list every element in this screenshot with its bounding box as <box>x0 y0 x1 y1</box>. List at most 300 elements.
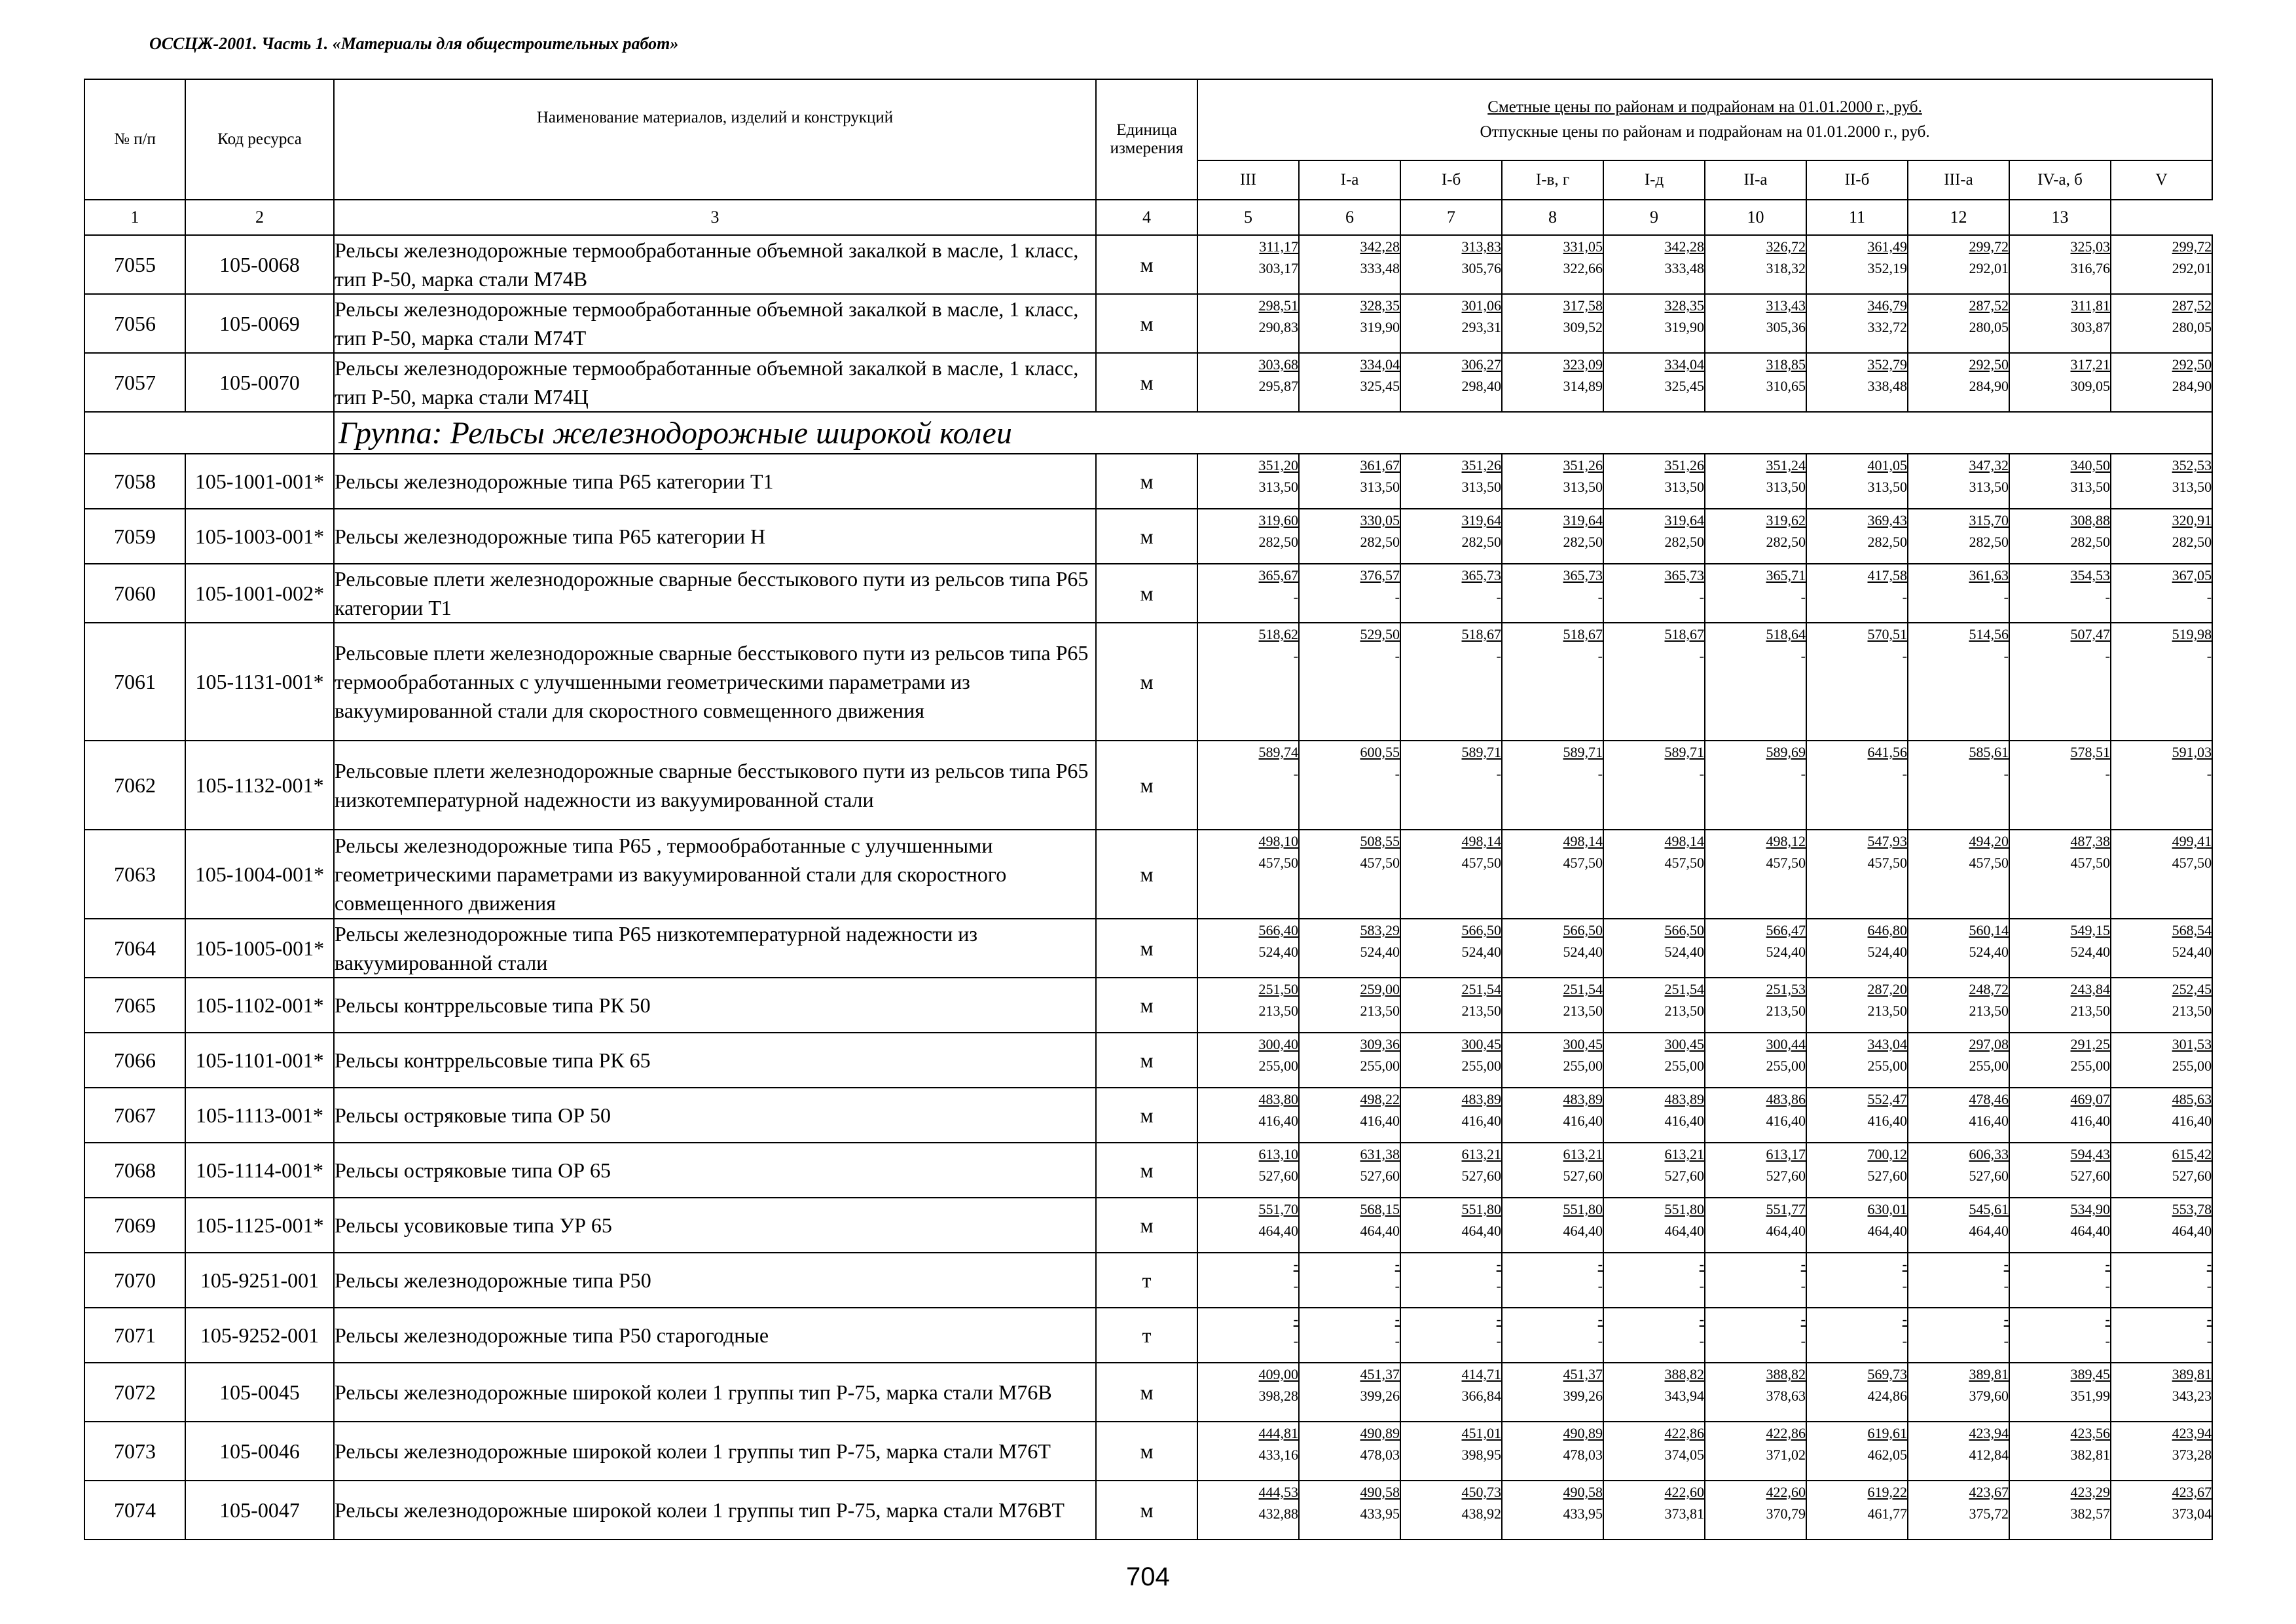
release-price: 310,65 <box>1766 378 1806 394</box>
price-cell <box>1603 623 1705 741</box>
release-price: 524,40 <box>1563 944 1603 960</box>
release-price: 457,50 <box>1563 855 1603 871</box>
estimate-price: 354,53 <box>2070 567 2110 583</box>
estimate-price: 301,53 <box>2172 1036 2212 1052</box>
price-cell <box>1705 1033 1806 1088</box>
resource-code: 105-0045 <box>185 1363 334 1422</box>
region-header: IV-а, б <box>2009 160 2111 200</box>
estimate-price: 299,72 <box>1969 238 2009 255</box>
release-price: 464,40 <box>1867 1223 1907 1239</box>
estimate-price: 519,98 <box>2172 626 2212 642</box>
release-price: - <box>2105 1278 2110 1294</box>
estimate-price: 417,58 <box>1867 567 1907 583</box>
estimate-price: 487,38 <box>2070 833 2110 849</box>
estimate-price: 292,50 <box>2172 356 2212 373</box>
release-price: 457,50 <box>1461 855 1501 871</box>
price-cell <box>1908 1253 2009 1308</box>
material-name: Рельсы усовиковые типа УР 65 <box>334 1198 1096 1253</box>
release-price: 316,76 <box>2070 260 2110 276</box>
estimate-price: - <box>2003 1311 2009 1327</box>
release-price: 371,02 <box>1766 1447 1806 1463</box>
price-cell <box>2009 509 2111 564</box>
price-cell <box>1908 1198 2009 1253</box>
estimate-price: 251,54 <box>1461 981 1501 997</box>
release-price: 527,60 <box>2070 1168 2110 1184</box>
release-price: - <box>2206 648 2212 664</box>
release-price: 457,50 <box>1664 855 1704 871</box>
release-price: 298,40 <box>1461 378 1501 394</box>
release-price: - <box>2003 1333 2009 1349</box>
release-price: 213,50 <box>1563 1003 1603 1019</box>
release-price: 282,50 <box>2070 534 2110 550</box>
price-cell <box>1705 509 1806 564</box>
release-price: 213,50 <box>1461 1003 1501 1019</box>
column-number: 3 <box>334 200 1096 235</box>
release-price: - <box>1699 1333 1704 1349</box>
release-price: 325,45 <box>1664 378 1704 394</box>
estimate-price: 619,61 <box>1867 1425 1907 1441</box>
row-number: 7064 <box>84 919 185 978</box>
price-cell <box>2111 564 2212 623</box>
price-cell <box>1400 1143 1502 1198</box>
row-number: 7066 <box>84 1033 185 1088</box>
price-cell <box>1400 353 1502 412</box>
estimate-price: 569,73 <box>1867 1366 1907 1382</box>
price-cell <box>2111 1363 2212 1422</box>
estimate-price: 423,67 <box>2172 1484 2212 1500</box>
release-price: - <box>1293 648 1298 664</box>
estimate-price: 483,89 <box>1461 1091 1501 1107</box>
resource-code: 105-1001-002* <box>185 564 334 623</box>
release-price: - <box>1496 1333 1501 1349</box>
price-cell <box>1705 454 1806 509</box>
release-price: - <box>1394 766 1400 782</box>
release-price: 255,00 <box>1360 1058 1400 1074</box>
release-price: - <box>2105 589 2110 605</box>
release-price: 464,40 <box>1766 1223 1806 1239</box>
price-cell <box>1400 1198 1502 1253</box>
column-number: 5 <box>1197 200 1299 235</box>
release-price: 424,86 <box>1867 1388 1907 1404</box>
price-cell <box>1806 830 1908 919</box>
price-cell <box>1197 1198 1299 1253</box>
release-price: 351,99 <box>2070 1388 2110 1404</box>
table-row <box>84 1422 2212 1481</box>
release-price: 524,40 <box>1969 944 2009 960</box>
price-cell <box>2111 1198 2212 1253</box>
resource-code: 105-1114-001* <box>185 1143 334 1198</box>
estimate-price: - <box>1800 1256 1806 1272</box>
release-price: 527,60 <box>2172 1168 2212 1184</box>
header-price-release: Отпускные цены по районам и подрайонам на 01.01.2000 г., руб. <box>1480 123 1930 141</box>
price-cell <box>1705 623 1806 741</box>
price-cell <box>1197 1363 1299 1422</box>
estimate-price: 303,68 <box>1258 356 1298 373</box>
region-header: I-б <box>1400 160 1502 200</box>
price-cell <box>1197 1253 1299 1308</box>
release-price: 374,05 <box>1664 1447 1704 1463</box>
release-price: 464,40 <box>1360 1223 1400 1239</box>
estimate-price: 365,73 <box>1563 567 1603 583</box>
price-cell <box>1502 623 1603 741</box>
price-cell <box>2009 1033 2111 1088</box>
estimate-price: 631,38 <box>1360 1146 1400 1162</box>
price-cell <box>1299 509 1400 564</box>
estimate-price: 498,22 <box>1360 1091 1400 1107</box>
estimate-price: 365,73 <box>1461 567 1501 583</box>
estimate-price: 613,17 <box>1766 1146 1806 1162</box>
price-cell <box>1908 1422 2009 1481</box>
price-cell <box>1603 235 1705 294</box>
estimate-price: 646,80 <box>1867 922 1907 938</box>
group-row <box>84 412 2212 454</box>
estimate-price: 367,05 <box>2172 567 2212 583</box>
price-cell <box>1806 454 1908 509</box>
estimate-price: 451,37 <box>1360 1366 1400 1382</box>
estimate-price: 409,00 <box>1258 1366 1298 1382</box>
release-price: - <box>1597 1278 1603 1294</box>
estimate-price: 347,32 <box>1969 457 2009 473</box>
release-price: 399,26 <box>1563 1388 1603 1404</box>
release-price: 319,90 <box>1664 319 1704 335</box>
release-price: 379,60 <box>1969 1388 2009 1404</box>
estimate-price: 243,84 <box>2070 981 2110 997</box>
price-cell <box>1908 454 2009 509</box>
region-header: I-д <box>1603 160 1705 200</box>
estimate-price: 570,51 <box>1867 626 1907 642</box>
unit-of-measure: м <box>1096 235 1197 294</box>
release-price: 282,50 <box>1664 534 1704 550</box>
table-row <box>84 1363 2212 1422</box>
price-cell <box>1908 1481 2009 1540</box>
estimate-price: 529,50 <box>1360 626 1400 642</box>
unit-of-measure: т <box>1096 1308 1197 1363</box>
estimate-price: 313,83 <box>1461 238 1501 255</box>
price-cell <box>1908 509 2009 564</box>
release-price: 213,50 <box>1664 1003 1704 1019</box>
material-name: Рельсы железнодорожные широкой колеи 1 группы тип Р-75, марка стали М76В <box>334 1363 1096 1422</box>
estimate-price: 251,50 <box>1258 981 1298 997</box>
estimate-price: 320,91 <box>2172 512 2212 528</box>
release-price: - <box>1597 589 1603 605</box>
price-cell <box>2111 1481 2212 1540</box>
estimate-price: - <box>1293 1256 1298 1272</box>
price-cell <box>2111 830 2212 919</box>
price-cell <box>1197 623 1299 741</box>
price-cell <box>2009 1253 2111 1308</box>
unit-of-measure: м <box>1096 564 1197 623</box>
release-price: 305,76 <box>1461 260 1501 276</box>
release-price: 319,90 <box>1360 319 1400 335</box>
table-row <box>84 294 2212 353</box>
release-price: 478,03 <box>1360 1447 1400 1463</box>
estimate-price: 518,67 <box>1563 626 1603 642</box>
release-price: 432,88 <box>1258 1505 1298 1522</box>
column-number: 9 <box>1603 200 1705 235</box>
release-price: 527,60 <box>1461 1168 1501 1184</box>
release-price: - <box>1496 766 1501 782</box>
estimate-price: 389,81 <box>2172 1366 2212 1382</box>
price-cell <box>1806 353 1908 412</box>
row-number: 7062 <box>84 741 185 830</box>
estimate-price: 451,37 <box>1563 1366 1603 1382</box>
release-price: 280,05 <box>2172 319 2212 335</box>
release-price: 464,40 <box>1258 1223 1298 1239</box>
estimate-price: 498,14 <box>1461 833 1501 849</box>
table-row <box>84 1033 2212 1088</box>
price-cell <box>1806 741 1908 830</box>
estimate-price: - <box>1902 1311 1907 1327</box>
price-cell <box>1908 919 2009 978</box>
unit-of-measure: м <box>1096 1198 1197 1253</box>
release-price: 527,60 <box>1258 1168 1298 1184</box>
price-cell <box>1299 454 1400 509</box>
region-header: II-а <box>1705 160 1806 200</box>
resource-code: 105-1001-001* <box>185 454 334 509</box>
column-number: 2 <box>185 200 334 235</box>
price-cell <box>1705 978 1806 1033</box>
release-price: 213,50 <box>1766 1003 1806 1019</box>
release-price: 524,40 <box>1461 944 1501 960</box>
row-number: 7055 <box>84 235 185 294</box>
release-price: 290,83 <box>1258 319 1298 335</box>
row-number: 7060 <box>84 564 185 623</box>
price-cell <box>1908 741 2009 830</box>
unit-of-measure: м <box>1096 353 1197 412</box>
estimate-price: 388,82 <box>1766 1366 1806 1382</box>
material-name: Рельсовые плети железнодорожные сварные бесстыкового пути из рельсов типа Р65 категории Т1 <box>334 564 1096 623</box>
price-cell <box>2009 1422 2111 1481</box>
release-price: - <box>2003 589 2009 605</box>
price-cell <box>1400 741 1502 830</box>
estimate-price: 328,35 <box>1664 297 1704 314</box>
release-price: 282,50 <box>1766 534 1806 550</box>
release-price: 382,81 <box>2070 1447 2110 1463</box>
estimate-price: 700,12 <box>1867 1146 1907 1162</box>
unit-of-measure: м <box>1096 294 1197 353</box>
estimate-price: 551,80 <box>1563 1201 1603 1217</box>
estimate-price: 300,45 <box>1461 1036 1501 1052</box>
estimate-price: 518,67 <box>1664 626 1704 642</box>
release-price: 464,40 <box>1461 1223 1501 1239</box>
estimate-price: 551,80 <box>1664 1201 1704 1217</box>
estimate-price: 259,00 <box>1360 981 1400 997</box>
estimate-price: 414,71 <box>1461 1366 1501 1382</box>
release-price: 255,00 <box>1766 1058 1806 1074</box>
price-cell <box>1400 1422 1502 1481</box>
estimate-price: 423,56 <box>2070 1425 2110 1441</box>
release-price: 527,60 <box>1867 1168 1907 1184</box>
price-cell <box>1806 1143 1908 1198</box>
region-header: I-а <box>1299 160 1400 200</box>
price-cell <box>1908 564 2009 623</box>
estimate-price: 498,14 <box>1563 833 1603 849</box>
price-cell <box>2111 1422 2212 1481</box>
price-cell <box>1502 978 1603 1033</box>
header-code: Код ресурса <box>185 79 334 200</box>
price-cell <box>1603 978 1705 1033</box>
estimate-price: 311,17 <box>1259 238 1298 255</box>
estimate-price: 315,70 <box>1969 512 2009 528</box>
release-price: 457,50 <box>1766 855 1806 871</box>
price-cell <box>1603 1088 1705 1143</box>
material-name: Рельсы железнодорожные широкой колеи 1 группы тип Р-75, марка стали М76Т <box>334 1422 1096 1481</box>
price-cell <box>1603 294 1705 353</box>
price-cell <box>1603 454 1705 509</box>
release-price: 527,60 <box>1664 1168 1704 1184</box>
estimate-price: - <box>1496 1256 1501 1272</box>
price-cell <box>1806 1363 1908 1422</box>
estimate-price: 545,61 <box>1969 1201 2009 1217</box>
release-price: 314,89 <box>1563 378 1603 394</box>
price-cell <box>1197 978 1299 1033</box>
price-cell <box>2009 741 2111 830</box>
estimate-price: 389,45 <box>2070 1366 2110 1382</box>
estimate-price: 299,72 <box>2172 238 2212 255</box>
price-cell <box>1299 978 1400 1033</box>
price-cell <box>2111 1308 2212 1363</box>
estimate-price: 498,12 <box>1766 833 1806 849</box>
price-cell <box>2009 830 2111 919</box>
release-price: 416,40 <box>1867 1113 1907 1129</box>
release-price: 295,87 <box>1258 378 1298 394</box>
row-number: 7072 <box>84 1363 185 1422</box>
price-cell <box>1299 235 1400 294</box>
estimate-price: 334,04 <box>1360 356 1400 373</box>
estimate-price: 568,15 <box>1360 1201 1400 1217</box>
estimate-price: - <box>1902 1256 1907 1272</box>
estimate-price: 301,06 <box>1461 297 1501 314</box>
estimate-price: 483,89 <box>1563 1091 1603 1107</box>
estimate-price: 328,35 <box>1360 297 1400 314</box>
estimate-price: - <box>2105 1311 2110 1327</box>
material-name: Рельсы остряковые типа ОР 50 <box>334 1088 1096 1143</box>
estimate-price: 494,20 <box>1969 833 2009 849</box>
row-number: 7071 <box>84 1308 185 1363</box>
estimate-price: 566,50 <box>1461 922 1501 938</box>
price-cell <box>1908 978 2009 1033</box>
resource-code: 105-0047 <box>185 1481 334 1540</box>
estimate-price: 514,56 <box>1969 626 2009 642</box>
row-number: 7074 <box>84 1481 185 1540</box>
release-price: 313,50 <box>1766 479 1806 495</box>
price-cell <box>2111 1088 2212 1143</box>
price-cell <box>1603 1422 1705 1481</box>
release-price: 433,95 <box>1563 1505 1603 1522</box>
estimate-price: 518,62 <box>1258 626 1298 642</box>
price-cell <box>2111 1253 2212 1308</box>
column-number: 10 <box>1705 200 1806 235</box>
release-price: 416,40 <box>2070 1113 2110 1129</box>
price-cell <box>1502 509 1603 564</box>
estimate-price: 300,44 <box>1766 1036 1806 1052</box>
release-price: - <box>1293 766 1298 782</box>
release-price: 309,52 <box>1563 319 1603 335</box>
estimate-price: 478,46 <box>1969 1091 2009 1107</box>
estimate-price: 361,49 <box>1867 238 1907 255</box>
release-price: 457,50 <box>2172 855 2212 871</box>
price-cell <box>2009 564 2111 623</box>
price-cell <box>1197 1308 1299 1363</box>
price-cell <box>2009 353 2111 412</box>
material-name: Рельсы железнодорожные термообработанные объемной закалкой в масле, 1 класс, тип Р-50, марка стали М74Ц <box>334 353 1096 412</box>
price-cell <box>1299 830 1400 919</box>
estimate-price: 469,07 <box>2070 1091 2110 1107</box>
price-cell <box>1705 235 1806 294</box>
price-cell <box>1908 1143 2009 1198</box>
estimate-price: - <box>1293 1311 1298 1327</box>
price-cell <box>1502 353 1603 412</box>
column-number: 11 <box>1806 200 1908 235</box>
price-cell <box>1806 1481 1908 1540</box>
estimate-price: - <box>2003 1256 2009 1272</box>
estimate-price: 589,71 <box>1664 744 1704 760</box>
estimate-price: 342,28 <box>1664 238 1704 255</box>
release-price: 213,50 <box>1867 1003 1907 1019</box>
estimate-price: - <box>1496 1311 1501 1327</box>
release-price: - <box>1902 1278 1907 1294</box>
price-cell <box>1400 1033 1502 1088</box>
price-cell <box>1400 454 1502 509</box>
estimate-price: 351,24 <box>1766 457 1806 473</box>
estimate-price: 300,45 <box>1563 1036 1603 1052</box>
price-cell <box>2111 1143 2212 1198</box>
estimate-price: 499,41 <box>2172 833 2212 849</box>
price-cell <box>1197 1143 1299 1198</box>
table-row <box>84 564 2212 623</box>
unit-of-measure: м <box>1096 1481 1197 1540</box>
estimate-price: 287,52 <box>1969 297 2009 314</box>
estimate-price: 352,53 <box>2172 457 2212 473</box>
price-cell <box>1400 564 1502 623</box>
estimate-price: 507,47 <box>2070 626 2110 642</box>
column-number-row <box>84 200 2212 235</box>
unit-of-measure: м <box>1096 1143 1197 1198</box>
release-price: 313,50 <box>1867 479 1907 495</box>
price-cell <box>1299 623 1400 741</box>
price-cell <box>1603 919 1705 978</box>
price-cell <box>1705 294 1806 353</box>
release-price: 416,40 <box>1563 1113 1603 1129</box>
release-price: 343,94 <box>1664 1388 1704 1404</box>
price-cell <box>1299 1198 1400 1253</box>
release-price: 382,57 <box>2070 1505 2110 1522</box>
resource-code: 105-0070 <box>185 353 334 412</box>
material-name: Рельсы железнодорожные термообработанные объемной закалкой в масле, 1 класс, тип Р-50, марка стали М74Т <box>334 294 1096 353</box>
release-price: 213,50 <box>2070 1003 2110 1019</box>
price-cell <box>1299 1253 1400 1308</box>
release-price: - <box>1902 766 1907 782</box>
resource-code: 105-1102-001* <box>185 978 334 1033</box>
estimate-price: 566,50 <box>1664 922 1704 938</box>
price-cell <box>1502 1088 1603 1143</box>
price-cell <box>1603 1198 1705 1253</box>
row-number: 7063 <box>84 830 185 919</box>
table-row <box>84 1481 2212 1540</box>
price-cell <box>1502 235 1603 294</box>
release-price: - <box>2206 1278 2212 1294</box>
estimate-price: 450,73 <box>1461 1484 1501 1500</box>
release-price: - <box>2003 1278 2009 1294</box>
estimate-price: 422,86 <box>1664 1425 1704 1441</box>
estimate-price: 566,47 <box>1766 922 1806 938</box>
estimate-price: 298,51 <box>1258 297 1298 314</box>
release-price: 527,60 <box>1766 1168 1806 1184</box>
table-row <box>84 919 2212 978</box>
release-price: - <box>1800 589 1806 605</box>
resource-code: 105-9251-001 <box>185 1253 334 1308</box>
estimate-price: 319,64 <box>1461 512 1501 528</box>
